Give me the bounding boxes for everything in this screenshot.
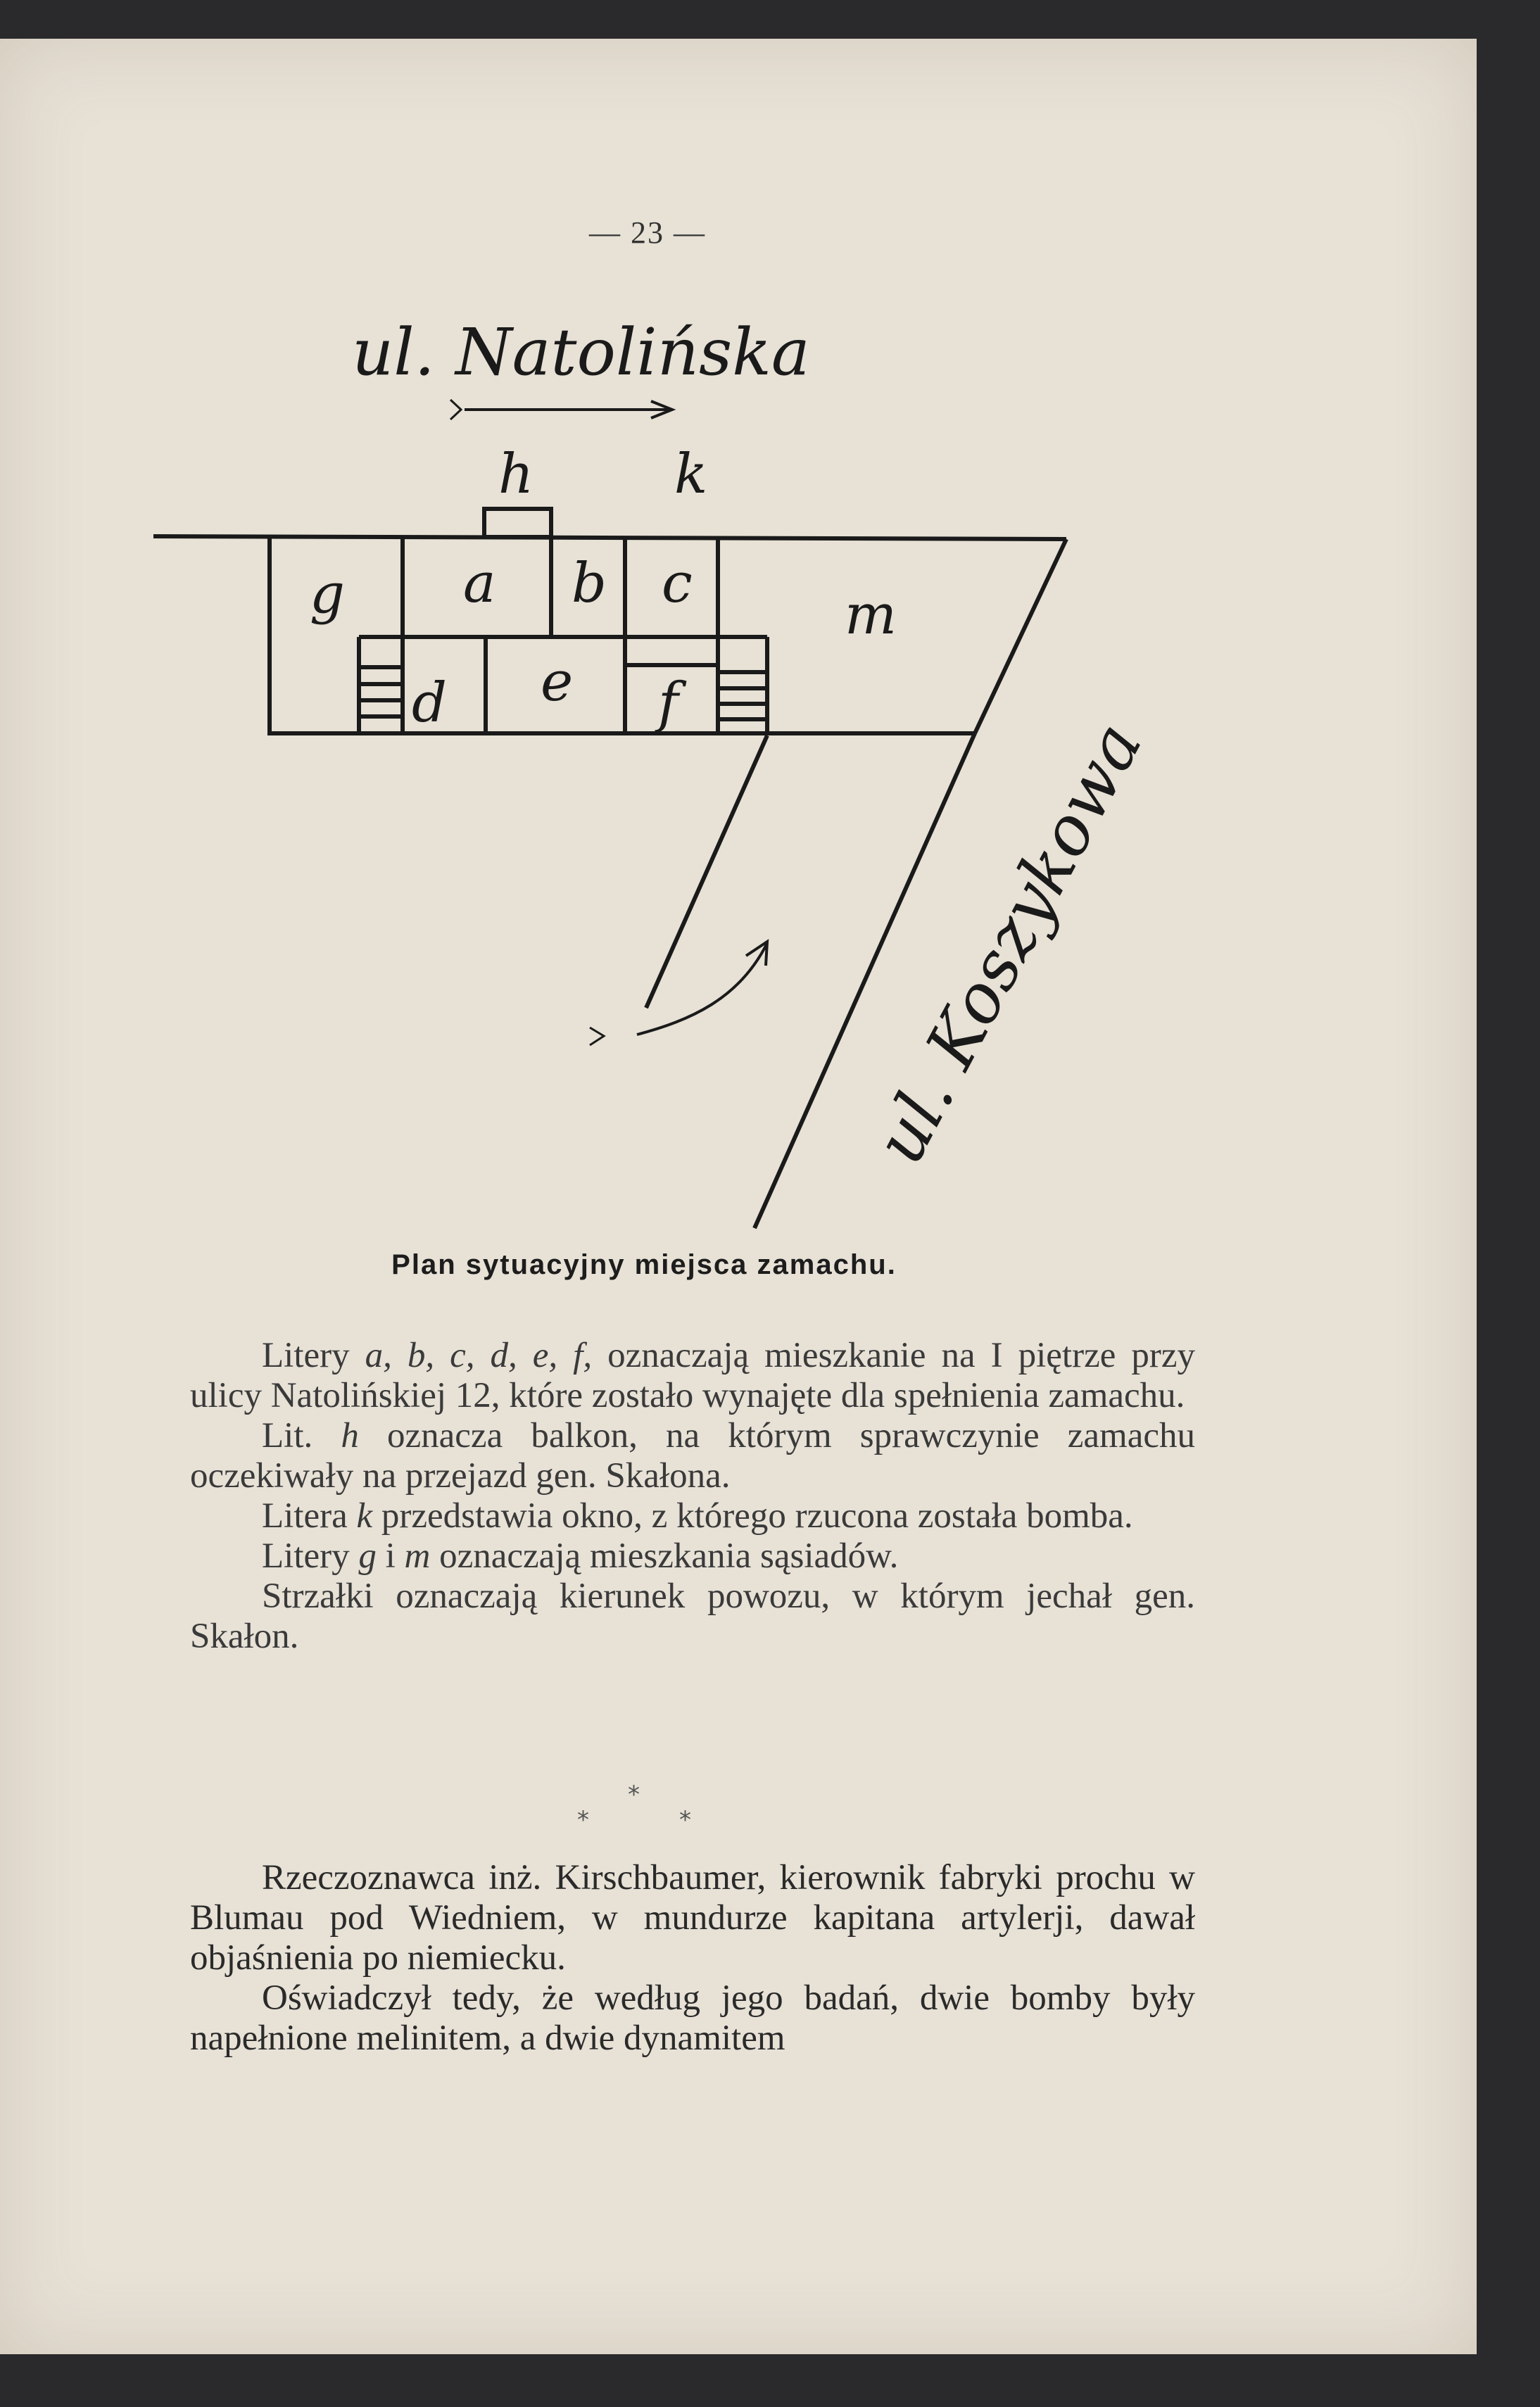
balcony-h [484, 509, 551, 537]
street-name-koszykowa: ul. Koszykowa [859, 710, 1158, 1176]
svg-text:c: c [662, 552, 693, 615]
street-line-koszykowa-right [755, 733, 975, 1228]
svg-text:k: k [674, 443, 708, 506]
street-line-koszykowa-left [646, 735, 767, 1008]
legend-paragraph: Lit. h oznacza balkon, na którym sprawczynie zamachu oczekiwały na przejazd gen. Skałona. [190, 1416, 1195, 1496]
svg-text:g: g [310, 562, 345, 626]
svg-text:a: a [463, 552, 496, 615]
legend-paragraph: Strzałki oznaczają kierunek powozu, w którym jechał gen. Skałon. [190, 1577, 1195, 1656]
svg-text:d: d [412, 671, 447, 735]
testimony-text [190, 1858, 1195, 2059]
asterisk: * [679, 1806, 691, 1834]
legend-paragraph: Litery a, b, c, d, e, f, oznaczają mieszkanie na I piętrze przy ulicy Natolińskiej 12, które zostało wynajęte dla spełnienia zamachu. [190, 1336, 1195, 1415]
asterisk: * [577, 1806, 589, 1834]
asterisk: * [628, 1781, 640, 1809]
svg-text:h: h [498, 443, 534, 506]
legend-text [190, 1336, 1195, 1657]
svg-text:b: b [572, 552, 607, 615]
svg-text:e: e [541, 650, 574, 714]
legend-paragraph: Litera k przedstawia okno, z którego rzucona została bomba. [262, 1496, 1133, 1536]
figure-caption: Plan sytuacyjny miejsca zamachu. [391, 1249, 897, 1280]
svg-text:f: f [658, 671, 679, 735]
svg-text:m: m [845, 583, 897, 647]
testimony-paragraph: Oświadczył tedy, że według jego badań, dwie bomby były napełnione melinitem, a dwie dynamitem [190, 1978, 1195, 2058]
section-separator [563, 1781, 704, 1844]
street-line-natolinska [153, 536, 1066, 539]
street-name-natolinska: ul. Natolińska [352, 315, 810, 390]
page-number: — 23 — [589, 215, 706, 250]
testimony-paragraph: Rzeczoznawca inż. Kirschbaumer, kierownik fabryki prochu w Blumau pod Wiedniem, w mundurze kapitana artylerji, dawał objaśnienia po niemiecku. [190, 1858, 1195, 1978]
legend-paragraph: Litery g i m oznaczają mieszkania sąsiadów. [262, 1536, 899, 1576]
street-edge-slanted [975, 539, 1066, 733]
